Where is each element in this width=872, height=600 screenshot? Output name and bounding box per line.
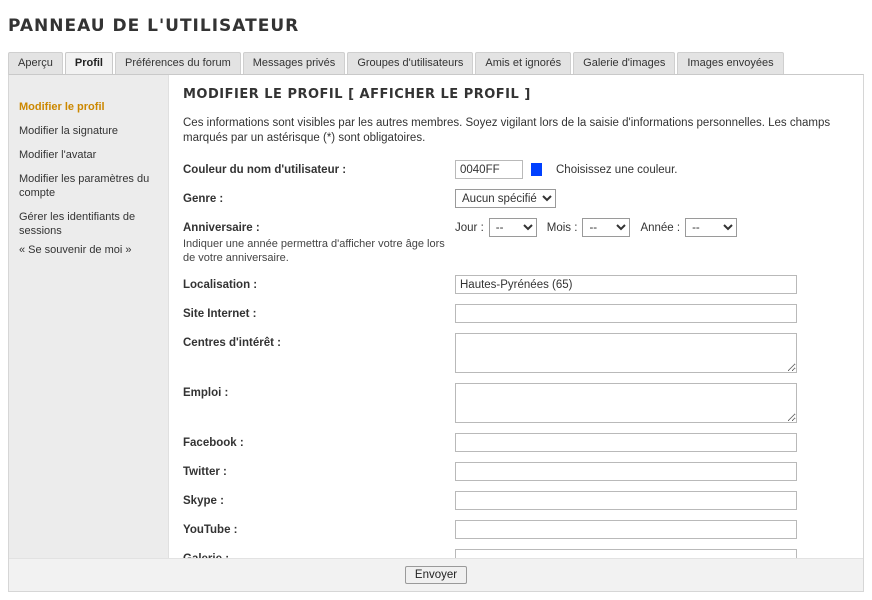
birthday-day-select[interactable] bbox=[489, 218, 537, 237]
main-content bbox=[169, 75, 863, 591]
label-location: Localisation : bbox=[183, 279, 258, 291]
label-gender: Genre : bbox=[183, 193, 224, 205]
tab-preferences-du-forum[interactable]: Préférences du forum bbox=[115, 52, 241, 74]
interests-textarea[interactable] bbox=[455, 333, 797, 373]
tab-apercu[interactable]: Aperçu bbox=[8, 52, 63, 74]
row-website bbox=[183, 304, 849, 323]
sidebar-item-modifier-la-signature[interactable]: Modifier la signature bbox=[19, 125, 119, 137]
label-birthday bbox=[183, 218, 455, 265]
submit-bar bbox=[9, 558, 863, 591]
row-location bbox=[183, 275, 849, 294]
view-profile-link[interactable]: [ AFFICHER LE PROFIL ] bbox=[348, 87, 531, 102]
color-note: Choisissez une couleur. bbox=[556, 163, 678, 176]
row-skype bbox=[183, 491, 849, 510]
label-birthday-day: Jour : bbox=[455, 221, 484, 234]
intro-text: Ces informations sont visibles par les autres membres. Soyez vigilant lors de la saisie d'informations personnelles. Les champs marqués par un astérisque (*) sont obligatoires. bbox=[183, 117, 831, 144]
label-twitter: Twitter : bbox=[183, 466, 227, 478]
row-gender bbox=[183, 189, 849, 208]
label-website: Site Internet : bbox=[183, 308, 257, 320]
birthday-hint: Indiquer une année permettra d'afficher votre âge lors de votre anniversaire. bbox=[183, 238, 445, 264]
row-facebook bbox=[183, 433, 849, 452]
label-username-color: Couleur du nom d'utilisateur : bbox=[183, 164, 347, 176]
tab-amis-et-ignores[interactable]: Amis et ignorés bbox=[475, 52, 571, 74]
label-birthday-month: Mois : bbox=[546, 221, 578, 234]
panel-body bbox=[8, 74, 864, 592]
facebook-input[interactable] bbox=[455, 433, 797, 452]
section-title-text: MODIFIER LE PROFIL bbox=[183, 87, 344, 102]
label-occupation: Emploi : bbox=[183, 387, 229, 399]
row-username-color bbox=[183, 160, 849, 179]
location-input[interactable] bbox=[455, 275, 797, 294]
label-interests: Centres d'intérêt : bbox=[183, 337, 281, 349]
occupation-textarea[interactable] bbox=[455, 383, 797, 423]
row-interests bbox=[183, 333, 849, 373]
tab-messages-prives[interactable]: Messages privés bbox=[243, 52, 346, 74]
submit-button[interactable]: Envoyer bbox=[405, 566, 467, 584]
section-title bbox=[183, 87, 849, 102]
website-input[interactable] bbox=[455, 304, 797, 323]
tab-profil[interactable]: Profil bbox=[65, 52, 113, 74]
row-youtube bbox=[183, 520, 849, 539]
sidebar-item-modifier-les-parametres-du-compte[interactable]: Modifier les paramètres du compte bbox=[19, 173, 150, 199]
sidebar bbox=[9, 75, 169, 591]
skype-input[interactable] bbox=[455, 491, 797, 510]
username-color-input[interactable] bbox=[455, 160, 523, 179]
label-birthday-text: Anniversaire : bbox=[183, 222, 260, 234]
main-tabs bbox=[8, 52, 872, 74]
birthday-year-select[interactable] bbox=[685, 218, 737, 237]
gender-select[interactable] bbox=[455, 189, 556, 208]
sidebar-item-gerer-les-identifiants-de-sessions[interactable]: Gérer les identifiants de sessions bbox=[19, 211, 136, 237]
sidebar-item-se-souvenir-de-moi[interactable]: « Se souvenir de moi » bbox=[19, 244, 132, 256]
youtube-input[interactable] bbox=[455, 520, 797, 539]
twitter-input[interactable] bbox=[455, 462, 797, 481]
label-facebook: Facebook : bbox=[183, 437, 244, 449]
label-birthday-year: Année : bbox=[640, 221, 681, 234]
row-occupation bbox=[183, 383, 849, 423]
birthday-month-select[interactable] bbox=[582, 218, 630, 237]
tab-galerie-d-images[interactable]: Galerie d'images bbox=[573, 52, 675, 74]
sidebar-item-modifier-le-profil[interactable]: Modifier le profil bbox=[19, 101, 105, 113]
row-twitter bbox=[183, 462, 849, 481]
sidebar-item-modifier-l-avatar[interactable]: Modifier l'avatar bbox=[19, 149, 97, 161]
tab-images-envoyees[interactable]: Images envoyées bbox=[677, 52, 783, 74]
page-title: PANNEAU DE L'UTILISATEUR bbox=[8, 16, 300, 36]
label-youtube: YouTube : bbox=[183, 524, 238, 536]
tab-groupes-d-utilisateurs[interactable]: Groupes d'utilisateurs bbox=[347, 52, 473, 74]
color-swatch-icon bbox=[531, 163, 542, 176]
row-birthday bbox=[183, 218, 849, 265]
label-skype: Skype : bbox=[183, 495, 224, 507]
